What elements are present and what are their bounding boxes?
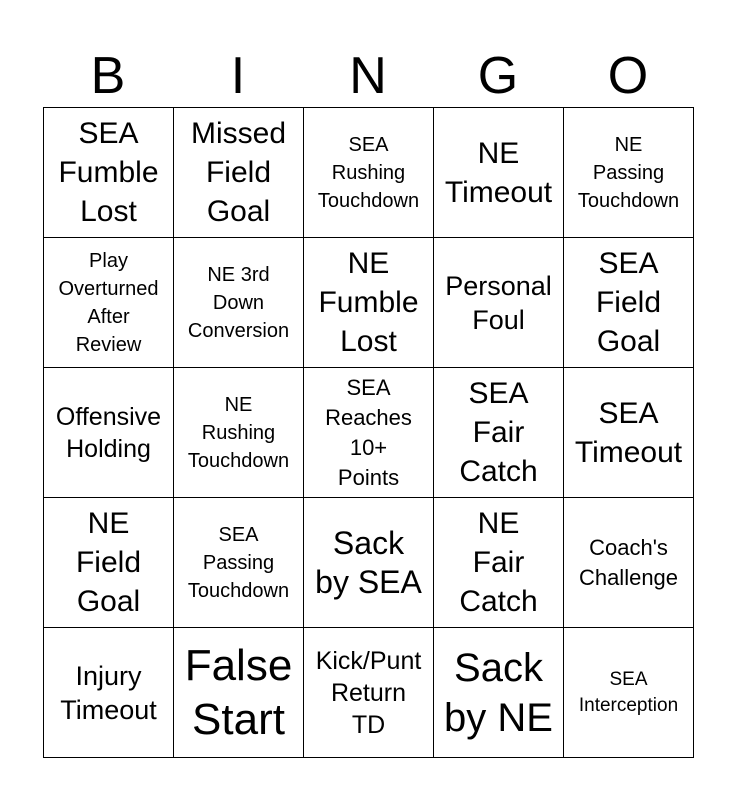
bingo-cell-r4c1[interactable] — [44, 498, 174, 628]
cell-label: SEA Fair Catch — [459, 377, 538, 488]
cell-label: SEA Timeout — [574, 396, 683, 469]
cell-label: Offensive Holding — [55, 402, 162, 463]
cell-label: NE Timeout — [444, 136, 553, 209]
bingo-header — [43, 46, 693, 106]
cell-label: Injury Timeout — [60, 660, 157, 725]
bingo-cell-r3c5[interactable] — [564, 368, 694, 498]
header-letter-o: O — [607, 47, 649, 105]
header-letter-n: N — [349, 47, 387, 105]
bingo-cell-r1c3[interactable] — [304, 108, 434, 238]
header-letter-b: B — [90, 47, 126, 105]
bingo-cell-r1c5[interactable] — [564, 108, 694, 238]
cell-label: Missed Field Goal — [190, 117, 287, 228]
cell-label: Sack by NE — [444, 645, 553, 740]
bingo-cell-r2c1[interactable] — [44, 238, 174, 368]
bingo-cell-r4c5[interactable] — [564, 498, 694, 628]
bingo-cell-r5c2[interactable] — [174, 628, 304, 758]
bingo-cell-r1c1[interactable] — [44, 108, 174, 238]
bingo-cell-r5c3[interactable] — [304, 628, 434, 758]
cell-label: NE 3rd Down Conversion — [187, 263, 290, 342]
bingo-cell-r1c2[interactable] — [174, 108, 304, 238]
header-letter-g: G — [477, 47, 519, 105]
bingo-cell-r3c1[interactable] — [44, 368, 174, 498]
cell-label: SEA Field Goal — [595, 247, 662, 358]
cell-label: Kick/Punt Return TD — [315, 646, 422, 739]
cell-label: NE Fair Catch — [459, 507, 538, 618]
cell-label: SEA Fumble Lost — [58, 117, 159, 228]
bingo-cell-r5c5[interactable] — [564, 628, 694, 758]
bingo-cell-r2c4[interactable] — [434, 238, 564, 368]
bingo-cell-r2c3[interactable] — [304, 238, 434, 368]
bingo-cell-r3c3[interactable] — [304, 368, 434, 498]
cell-label: NE Fumble Lost — [318, 247, 419, 358]
cell-label: SEA Rushing Touchdown — [317, 133, 420, 212]
bingo-cell-r4c3[interactable] — [304, 498, 434, 628]
cell-label: SEA Reaches 10+ Points — [325, 374, 412, 490]
cell-label: NE Rushing Touchdown — [187, 393, 290, 472]
cell-label: NE Field Goal — [75, 507, 142, 618]
cell-label: SEA Interception — [578, 668, 679, 716]
cell-label: Personal Foul — [445, 270, 552, 335]
bingo-cell-r5c4[interactable] — [434, 628, 564, 758]
cell-label: Coach's Challenge — [578, 534, 679, 590]
cell-label: Play Overturned After Review — [58, 249, 159, 356]
bingo-cell-r3c4[interactable] — [434, 368, 564, 498]
cell-label: NE Passing Touchdown — [577, 133, 680, 212]
bingo-cell-r4c2[interactable] — [174, 498, 304, 628]
bingo-board — [43, 107, 694, 758]
bingo-cell-r2c2[interactable] — [174, 238, 304, 368]
bingo-cell-r2c5[interactable] — [564, 238, 694, 368]
bingo-cell-r1c4[interactable] — [434, 108, 564, 238]
bingo-cell-r3c2[interactable] — [174, 368, 304, 498]
cell-label: SEA Passing Touchdown — [187, 523, 290, 602]
cell-label: Sack by SEA — [315, 524, 422, 600]
bingo-cell-r4c4[interactable] — [434, 498, 564, 628]
header-letter-i: I — [230, 47, 246, 105]
cell-label: False Start — [184, 640, 293, 744]
bingo-cell-r5c1[interactable] — [44, 628, 174, 758]
